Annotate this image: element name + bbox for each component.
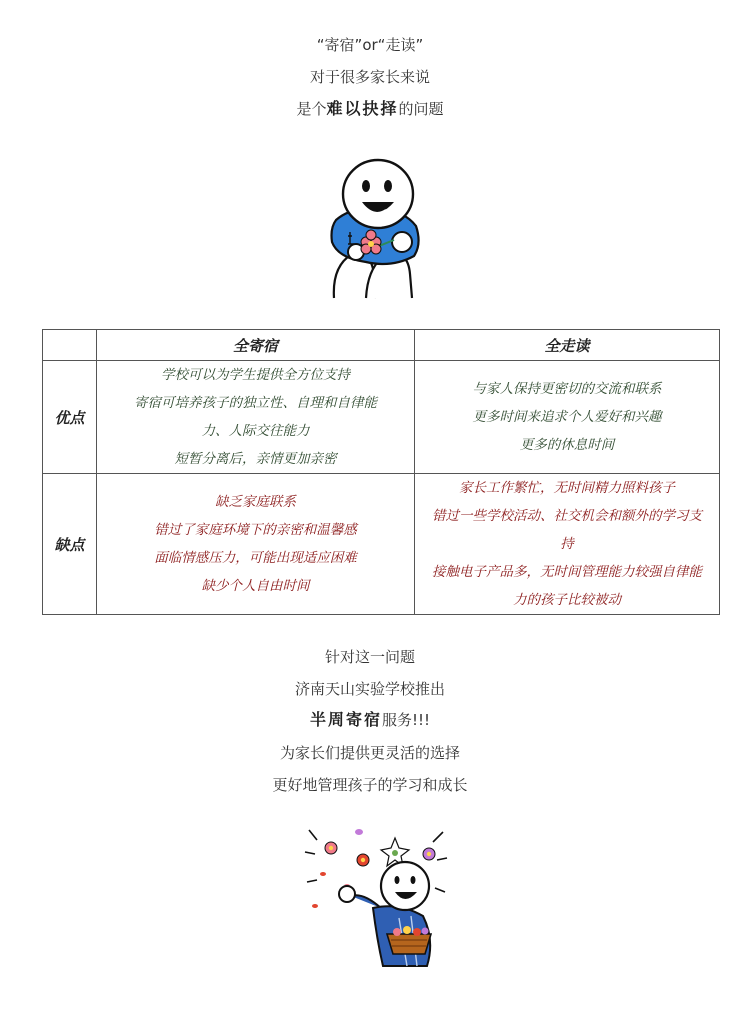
cons-boarding-item: 缺少个人自由时间 bbox=[201, 578, 310, 594]
cons-day-item: 接触电子产品多，无时间管理能力较强自律能 bbox=[432, 564, 702, 580]
pros-boarding-item: 力、人际交往能力 bbox=[201, 423, 310, 439]
outro-line-3-suffix: 服务!!! bbox=[381, 711, 431, 729]
pros-day-cell bbox=[415, 361, 720, 474]
cons-day-item: 家长工作繁忙，无时间精力照料孩子 bbox=[459, 480, 675, 496]
intro-line-2: 对于很多家长来说 bbox=[309, 68, 430, 86]
outro-line-1: 针对这一问题 bbox=[324, 648, 415, 666]
pros-boarding-cell bbox=[97, 361, 415, 474]
comparison-table bbox=[42, 329, 720, 615]
table-header-row bbox=[43, 330, 720, 361]
character-holding-flower-icon bbox=[322, 156, 432, 300]
pros-day-item: 更多的休息时间 bbox=[519, 437, 615, 453]
character-throwing-flowers-icon bbox=[303, 822, 449, 968]
cons-day-item: 错过一些学校活动、社交机会和额外的学习支 bbox=[432, 508, 702, 524]
pros-day-item: 更多时间来追求个人爱好和兴趣 bbox=[472, 409, 662, 425]
cons-boarding-item: 缺乏家庭联系 bbox=[215, 494, 296, 510]
cons-day-cell bbox=[415, 474, 720, 615]
pros-boarding-item: 寄宿可培养孩子的独立性、自理和自律能 bbox=[134, 395, 377, 411]
cons-boarding-item: 错过了家庭环境下的亲密和温馨感 bbox=[154, 522, 357, 538]
row-label-cons: 缺点 bbox=[43, 474, 97, 615]
table-row-pros bbox=[43, 361, 720, 474]
pros-day-item: 与家人保持更密切的交流和联系 bbox=[472, 381, 662, 397]
pros-boarding-item: 短暂分离后，亲情更加亲密 bbox=[174, 451, 337, 467]
cons-day-item: 力的孩子比较被动 bbox=[513, 592, 621, 608]
outro-line-2: 济南天山实验学校推出 bbox=[294, 680, 445, 698]
intro-line-3-prefix: 是个 bbox=[296, 100, 327, 118]
cons-day-item: 持 bbox=[560, 536, 574, 552]
table-header-day: 全走读 bbox=[415, 330, 720, 361]
cons-boarding-cell bbox=[97, 474, 415, 615]
intro-line-3 bbox=[0, 99, 740, 119]
table-header-empty bbox=[43, 330, 97, 361]
flower-basket-icon bbox=[387, 926, 431, 954]
row-label-pros: 优点 bbox=[43, 361, 97, 474]
intro-line-3-emphasis: 难以抉择 bbox=[326, 99, 399, 118]
character-holding-flower-illustration bbox=[322, 156, 432, 300]
pros-boarding-item: 学校可以为学生提供全方位支持 bbox=[161, 367, 350, 383]
outro-line-3-emphasis: 半周寄宿 bbox=[309, 710, 382, 729]
outro-line-4: 为家长们提供更灵活的选择 bbox=[279, 744, 460, 762]
character-throwing-flowers-illustration bbox=[303, 822, 449, 968]
table-header-boarding: 全寄宿 bbox=[97, 330, 415, 361]
outro-line-5: 更好地管理孩子的学习和成长 bbox=[272, 776, 468, 794]
outro-line-3 bbox=[0, 710, 740, 730]
cons-boarding-item: 面临情感压力，可能出现适应困难 bbox=[154, 550, 357, 566]
table-row-cons bbox=[43, 474, 720, 615]
intro-line-1: “寄宿”or“走读” bbox=[316, 36, 424, 54]
intro-line-3-suffix: 的问题 bbox=[398, 100, 444, 118]
